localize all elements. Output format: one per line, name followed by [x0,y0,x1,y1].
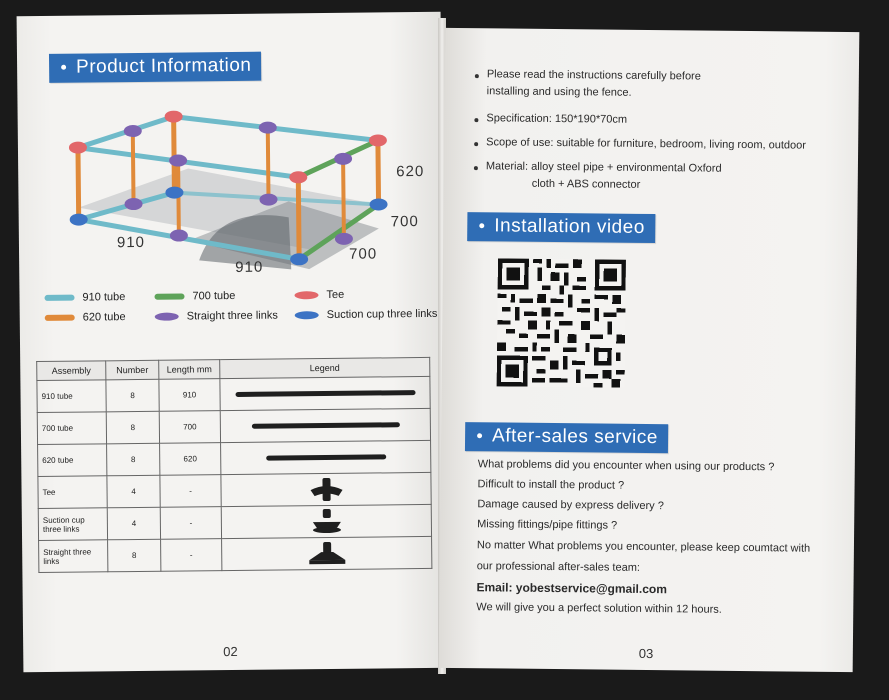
cell-legend [220,376,430,410]
legend-item-suction-cup-three-links [295,308,438,321]
suction-cup-link-icon [308,507,344,533]
dimension-910-left: 910 [116,233,146,252]
legend-swatch [44,295,74,301]
legend-swatch [154,294,184,300]
table-row [38,472,431,508]
table-row [39,536,432,572]
service-line-4: Missing fittings/pipe fittings ? [477,518,618,532]
cell-number: 4 [107,507,160,540]
column-header-assembly: Assembly [37,361,106,381]
table-row [38,504,431,540]
legend-item-620-tube [45,311,126,324]
cell-legend [220,408,430,442]
legend-swatch [155,313,179,321]
cell-assembly: 910 tube [37,380,106,413]
bullet-dot [477,434,482,439]
cell-number: 4 [107,475,160,508]
cell-assembly: 620 tube [38,444,107,477]
instructions-line-1: Please read the instructions carefully before [486,68,701,83]
page-number-right: 03 [638,645,654,662]
bullet-dot [475,74,479,78]
product-information-banner [49,52,262,83]
left-page [17,12,448,672]
assembly-table [36,357,432,573]
table-row [37,376,430,412]
legend-swatch [45,315,75,321]
legend-label: Straight three links [186,309,278,323]
product-information-title: Product Information [76,54,252,78]
material-line-2: cloth + ABS connector [531,177,641,191]
legend-label: Tee [326,288,345,302]
scope-text: Scope of use: suitable for furniture, bedroom, living room, outdoor [486,136,807,152]
cell-length: 910 [159,379,220,412]
page-number-left: 02 [223,643,238,660]
bullet-dot [474,142,478,146]
legend-label: 700 tube [192,289,236,303]
legend-label: Suction cup three links [326,307,438,322]
column-header-number: Number [106,360,159,380]
cell-number: 8 [106,379,159,412]
tube-910-icon [235,390,415,397]
after-sales-service-title: After-sales service [491,425,658,449]
cell-number: 8 [108,539,161,572]
service-line-6: our professional after-sales team: [476,560,641,574]
tee-connector-icon [308,475,344,501]
cell-length: 700 [159,411,220,444]
dimension-620: 620 [396,162,425,181]
column-header-legend: Legend [220,357,430,378]
cell-legend [221,504,431,538]
cell-assembly: Suction cup three links [38,508,107,541]
cell-length: - [161,539,222,572]
cell-number: 8 [106,411,159,444]
specification-text: Specification: 150*190*70cm [486,112,628,126]
after-sales-service-banner [465,422,668,453]
column-header-length: Length mm [159,360,220,380]
service-line-3: Damage caused by express delivery ? [477,498,664,513]
cell-assembly: Tee [38,476,107,509]
legend-label: 910 tube [82,291,126,304]
installation-video-banner [467,212,655,243]
legend-item-700-tube [154,290,235,303]
instructions-line-2: installing and using the fence. [486,85,632,99]
playpen-diagram [58,108,430,292]
qr-code[interactable] [497,258,626,387]
service-closing: We will give you a perfect solution within 12 hours. [476,601,722,616]
legend-label: 620 tube [82,311,126,324]
bullet-dot [479,224,484,229]
service-line-1: What problems did you encounter when using our products ? [477,458,775,474]
legend-item-910-tube [44,291,125,304]
service-email[interactable]: Email: yobestservice@gmail.com [476,580,668,597]
cell-legend [221,440,431,474]
cell-legend [222,536,432,570]
legend-swatch [294,291,318,299]
dimension-700-lower: 700 [348,245,378,263]
cell-number: 8 [107,443,160,476]
tube-700-icon [251,422,399,429]
material-line-1: Material: alloy steel pipe + environmental Oxford [485,160,722,175]
straight-link-icon [307,539,347,565]
cell-length: 620 [160,443,221,476]
legend-item-tee [294,289,344,302]
bullet-dot [61,65,66,70]
legend-swatch [295,311,319,319]
table-row [37,408,430,444]
table-row [38,440,431,476]
installation-video-title: Installation video [494,215,645,238]
service-line-5: No matter What problems you encounter, please keep coumtact with [476,539,811,555]
legend-item-straight-three-links [155,310,278,323]
tube-620-icon [266,454,386,460]
bullet-dot [474,118,478,122]
cell-assembly: 700 tube [37,412,106,445]
cell-length: - [160,475,221,508]
cell-length: - [160,507,221,540]
cell-legend [221,472,431,506]
cell-assembly: Straight three links [39,540,108,573]
dimension-700-upper: 700 [390,213,419,231]
dimension-910-front: 910 [235,258,264,276]
bullet-dot [474,166,478,170]
service-line-2: Difficult to install the product ? [477,478,625,492]
right-page [439,28,860,672]
